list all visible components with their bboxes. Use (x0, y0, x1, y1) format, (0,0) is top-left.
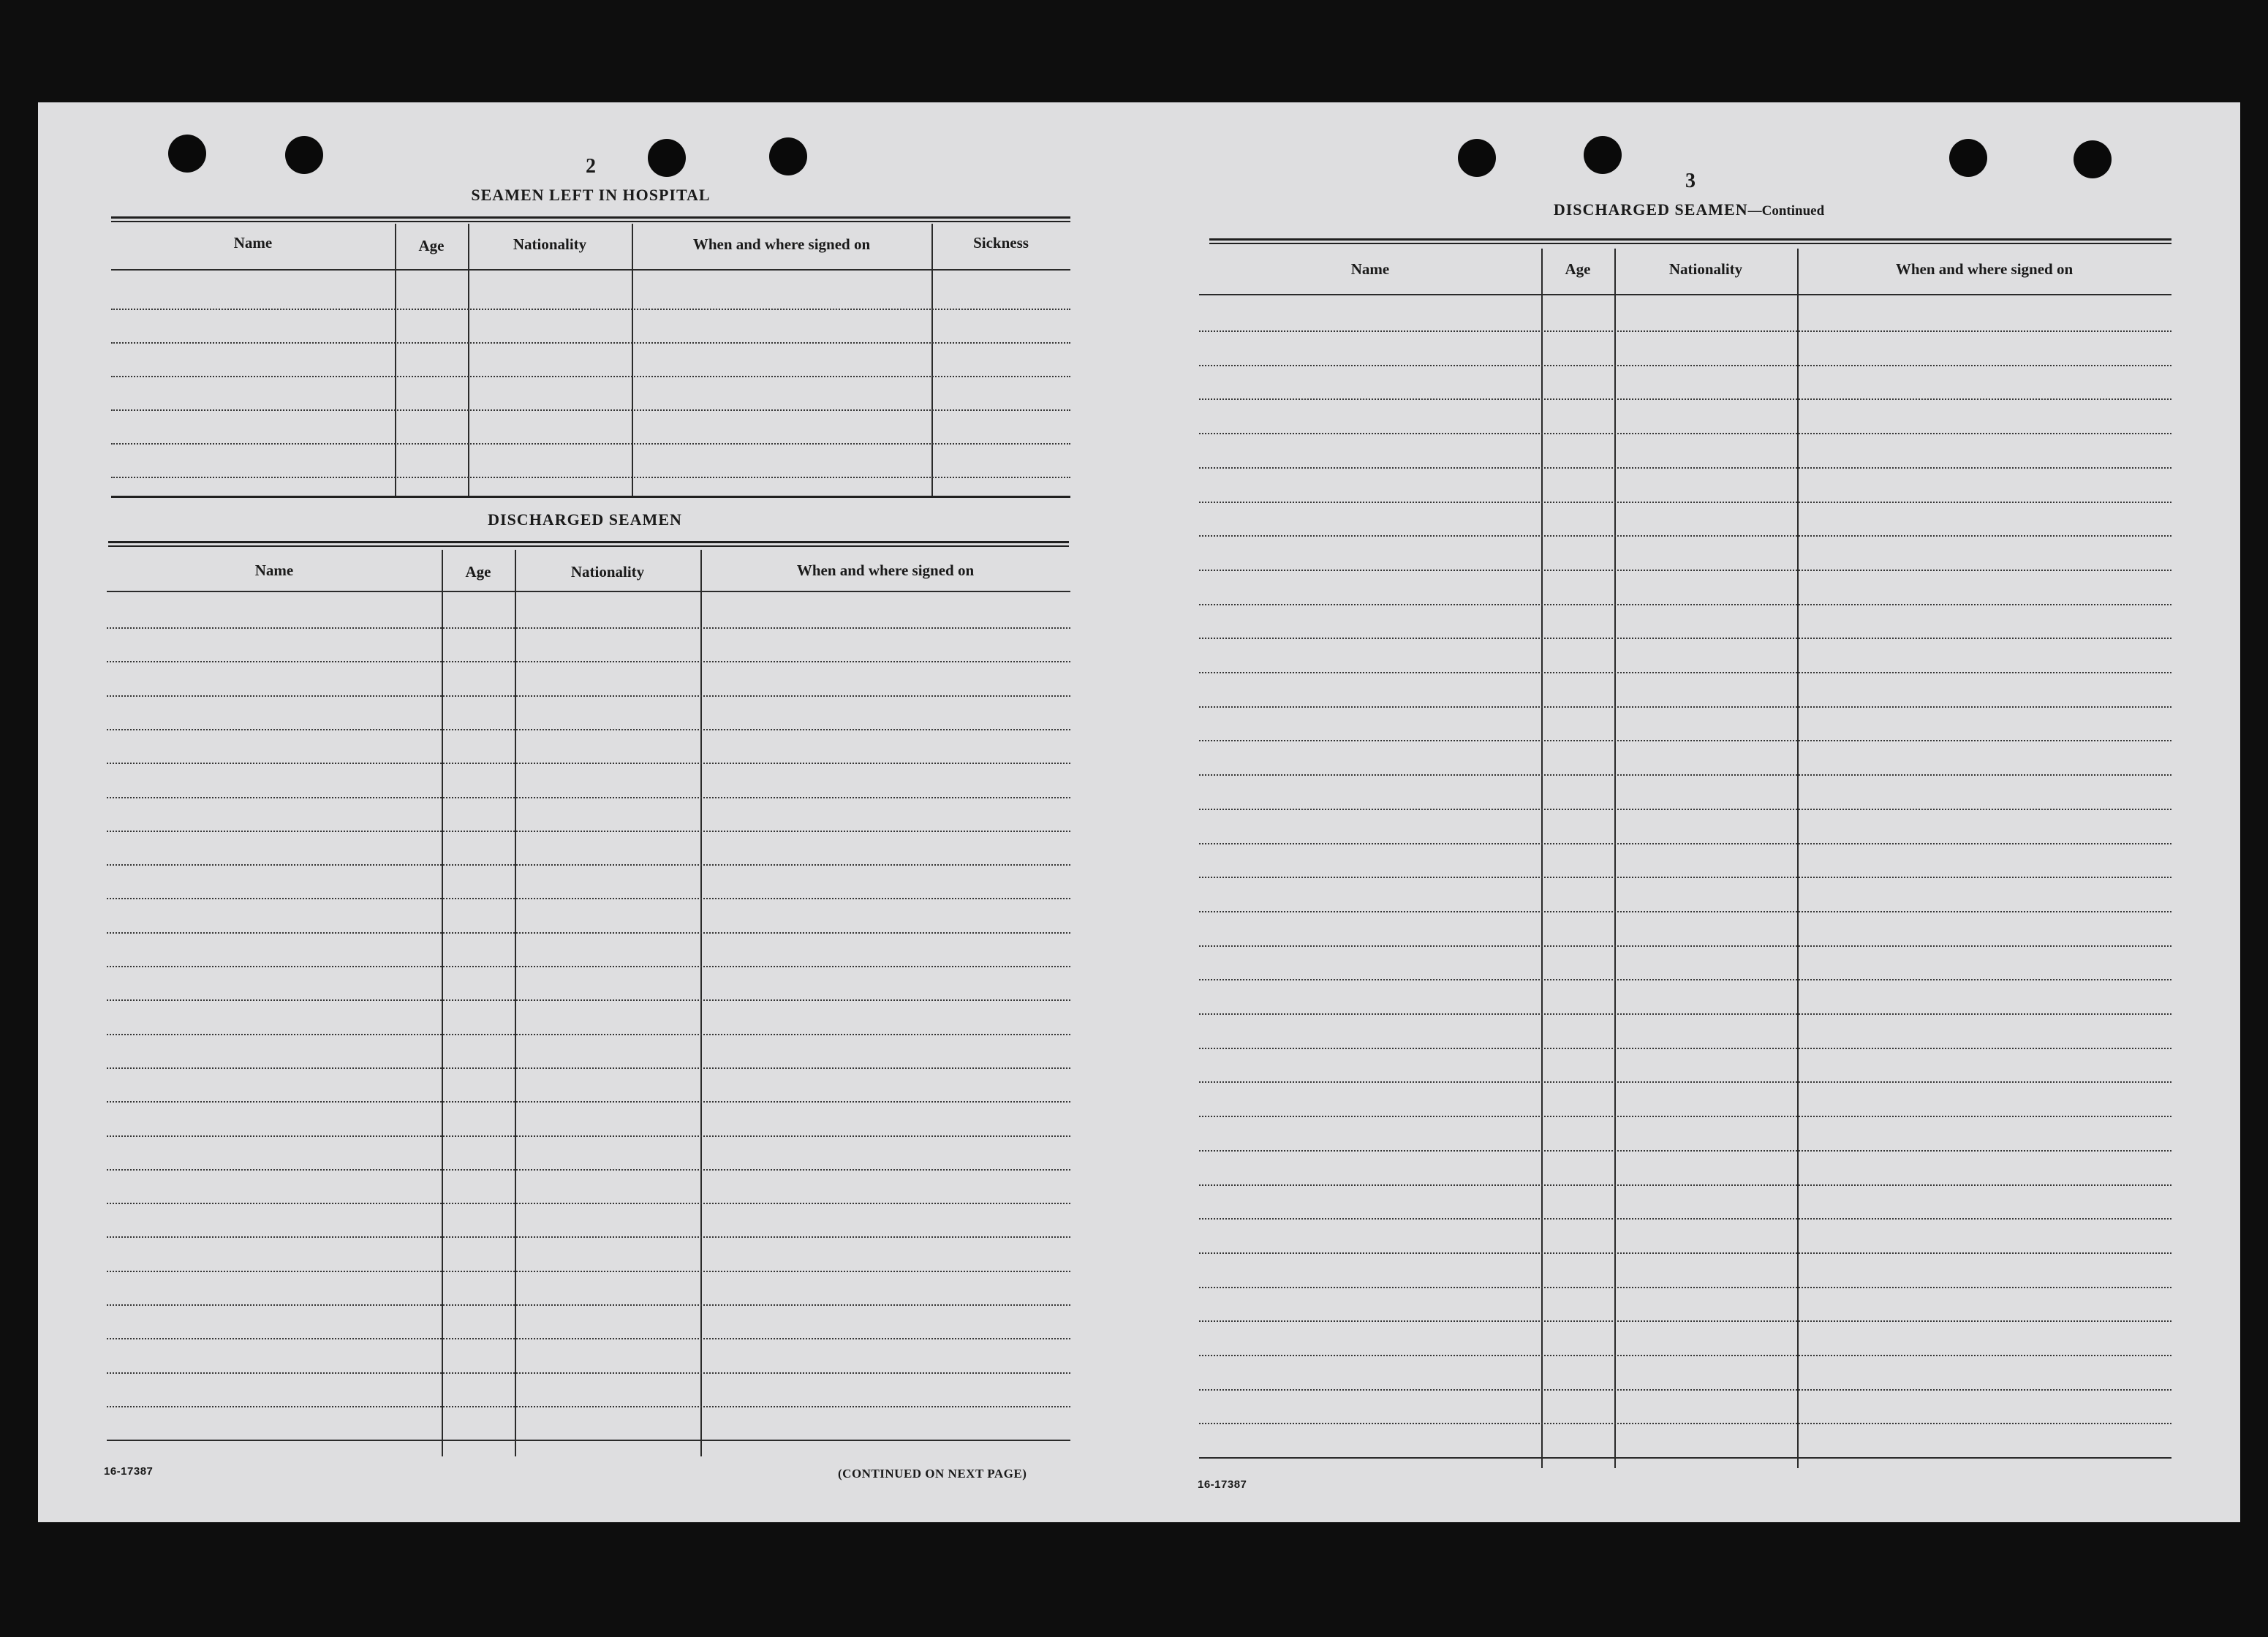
table-row-line (107, 1135, 1070, 1137)
table-row-line (1199, 535, 2171, 537)
hospital-section-title: SEAMEN LEFT IN HOSPITAL (471, 186, 711, 204)
punch-hole-icon (285, 136, 323, 174)
table-row-line (1199, 672, 2171, 673)
table-row-line (1199, 1252, 2171, 1254)
column-header: Name (1350, 260, 1390, 278)
table-row-line (107, 1406, 1070, 1407)
table-row-line (107, 1067, 1070, 1069)
column-header: Nationality (570, 563, 645, 581)
table-row-line (1199, 1184, 2171, 1186)
column-header: Nationality (513, 235, 587, 253)
title-rule (111, 216, 1070, 222)
table-row-line (1199, 911, 2171, 912)
table-row-line (111, 376, 1070, 377)
table-row-line (1199, 1355, 2171, 1356)
table-row-line (1199, 433, 2171, 434)
page-number: 3 (1685, 170, 1696, 192)
table-row-line (107, 898, 1070, 899)
table-row-line (1199, 945, 2171, 947)
form-number: 16-17387 (1198, 1478, 1247, 1491)
column-header: Sickness (973, 234, 1029, 252)
punch-hole-icon (648, 139, 686, 177)
table-row-line (107, 932, 1070, 934)
table-row-line (1199, 706, 2171, 708)
table-row-line (1199, 1081, 2171, 1083)
table-row-line (1199, 1048, 2171, 1049)
continued-note: (CONTINUED ON NEXT PAGE) (838, 1467, 1027, 1481)
table-row-line (1199, 330, 2171, 332)
table-row-line (1199, 809, 2171, 810)
title-text: DISCHARGED SEAMEN (1553, 200, 1748, 219)
punch-hole-icon (1584, 136, 1622, 174)
page-number: 2 (586, 155, 596, 178)
table-row-line (1199, 740, 2171, 741)
punch-hole-icon (1458, 139, 1496, 177)
section-rule (111, 496, 1070, 500)
table-row-line (1199, 1389, 2171, 1391)
table-row-line (107, 1338, 1070, 1339)
column-header: When and where signed on (692, 235, 871, 253)
table-row-line (107, 1169, 1070, 1171)
table-row-line (1199, 570, 2171, 571)
discharged-section-title: DISCHARGED SEAMEN (488, 510, 682, 529)
title-rule (108, 541, 1069, 547)
table-row-line (111, 342, 1070, 344)
table-row-line (107, 1236, 1070, 1238)
table-row-line (1199, 1218, 2171, 1220)
table-row-line (1199, 1423, 2171, 1424)
table-row-line (107, 864, 1070, 866)
table-row-line (111, 309, 1070, 310)
discharged-continued-title (1554, 200, 1824, 219)
table-row-line (107, 729, 1070, 730)
table-row-line (107, 966, 1070, 967)
column-header: Name (254, 562, 294, 579)
table-row-line (107, 831, 1070, 832)
punch-hole-icon (1949, 139, 1987, 177)
table-row-line (1199, 774, 2171, 776)
table-row-line (1199, 1013, 2171, 1015)
column-header: When and where signed on (796, 562, 975, 579)
column-header: Age (1565, 260, 1591, 278)
table-row-line (107, 1372, 1070, 1374)
table-row-line (1199, 502, 2171, 503)
table-row-line (107, 1101, 1070, 1103)
discharged-continued-table (1199, 249, 2171, 1468)
table-row-line (107, 1440, 1070, 1441)
table-row-line (1199, 467, 2171, 469)
table-row-line (107, 1203, 1070, 1204)
table-row-line (107, 661, 1070, 662)
punch-hole-icon (168, 135, 206, 173)
table-row-line (1199, 398, 2171, 400)
table-row-line (107, 1034, 1070, 1035)
table-row-line (107, 999, 1070, 1001)
table-row-line (1199, 1116, 2171, 1117)
title-suffix: —Continued (1747, 203, 1825, 219)
punch-hole-icon (769, 137, 807, 175)
table-row-line (1199, 1287, 2171, 1288)
table-row-line (107, 1304, 1070, 1306)
column-header: Age (418, 237, 445, 254)
form-number: 16-17387 (104, 1465, 154, 1478)
column-header: Age (465, 563, 491, 581)
table-row-line (111, 409, 1070, 411)
hospital-table (111, 224, 1070, 496)
table-row-line (1199, 1457, 2171, 1459)
title-rule (1209, 238, 2171, 244)
column-header: When and where signed on (1895, 260, 2074, 278)
column-header: Nationality (1668, 260, 1743, 278)
table-row-line (1199, 877, 2171, 878)
column-header: Name (233, 234, 273, 252)
discharged-table (107, 550, 1070, 1456)
table-row-line (1199, 979, 2171, 980)
punch-hole-icon (2074, 140, 2112, 178)
table-row-line (107, 627, 1070, 629)
table-row-line (107, 695, 1070, 697)
table-row-line (1199, 843, 2171, 844)
table-row-line (107, 1271, 1070, 1272)
table-row-line (1199, 1150, 2171, 1152)
table-row-line (1199, 1320, 2171, 1322)
table-row-line (107, 797, 1070, 798)
table-row-line (1199, 365, 2171, 366)
table-row-line (107, 763, 1070, 764)
table-row-line (1199, 604, 2171, 605)
table-row-line (111, 443, 1070, 445)
table-row-line (111, 477, 1070, 478)
table-row-line (1199, 638, 2171, 639)
